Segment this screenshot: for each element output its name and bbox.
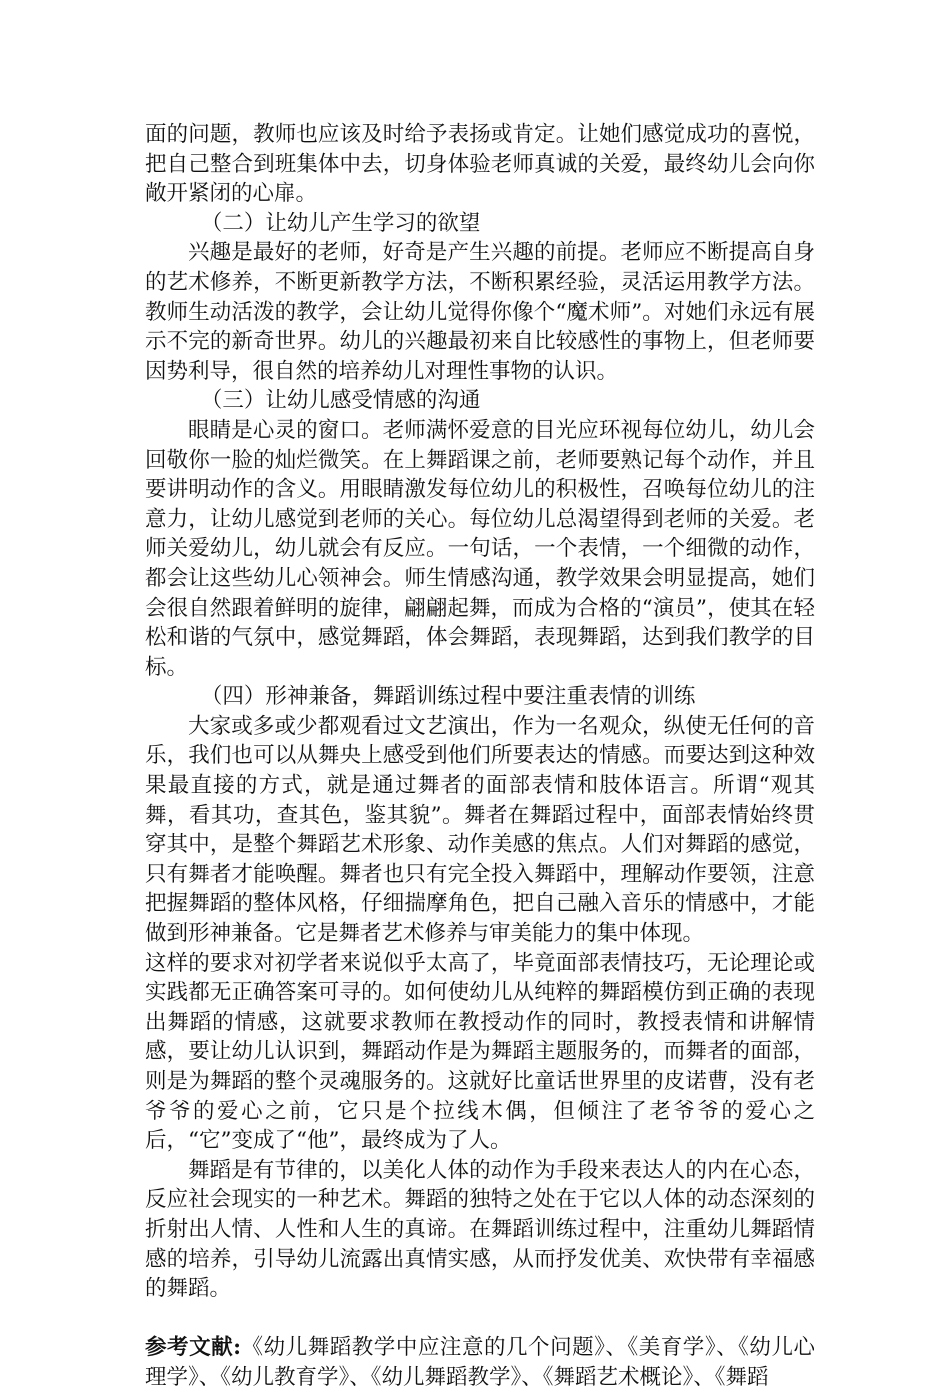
references-text: 《幼儿舞蹈教学中应注意的几个问题》、《美育学》、《幼儿心理学》、《幼儿教育学》、《幼儿舞蹈教学》、《舞蹈艺术概论》、《舞蹈: [145, 1335, 815, 1390]
references: [145, 1333, 815, 1392]
document-page: [145, 120, 815, 1393]
section-2-paragraph: 兴趣是最好的老师，好奇是产生兴趣的前提。老师应不断提高自身的艺术修养，不断更新教学方法，不断积累经验，灵活运用教学方法。教师生动活泼的教学，会让幼儿觉得你像个“魔术师”。对她们永远有展示不完的新奇世界。幼儿的兴趣最初来自比较感性的事物上，但老师要因势利导，很自然的培养幼儿对理性事物的认识。: [145, 240, 815, 384]
section-heading-2: （二）让幼儿产生学习的欲望: [200, 210, 481, 236]
section-heading-3: （三）让幼儿感受情感的沟通: [200, 388, 481, 414]
section-4-paragraph: 大家或多或少都观看过文艺演出，作为一名观众，纵使无任何的音乐，我们也可以从舞央上感受到他们所要表达的情感。而要达到这种效果最直接的方式，就是通过舞者的面部表情和肢体语言。所谓“观其舞，看其功，查其色，鉴其貌”。舞者在舞蹈过程中，面部表情始终贯穿其中，是整个舞蹈艺术形象、动作美感的焦点。人们对舞蹈的感觉，只有舞者才能唤醒。舞者也只有完全投入舞蹈中，理解动作要领，注意把握舞蹈的整体风格，仔细揣摩角色，把自己融入音乐的情感中，才能做到形神兼备。它是舞者艺术修养与审美能力的集中体现。: [145, 713, 815, 947]
conclusion-paragraph: 舞蹈是有节律的，以美化人体的动作为手段来表达人的内在心态，反应社会现实的一种艺术。舞蹈的独特之处在于它以人体的动态深刻的折射出人情、人性和人生的真谛。在舞蹈训练过程中，注重幼儿舞蹈情感的培养，引导幼儿流露出真情实感，从而抒发优美、欢快带有幸福感的舞蹈。: [145, 1157, 815, 1302]
blank-line: [145, 1304, 815, 1334]
section-heading-4: （四）形神兼备，舞蹈训练过程中要注重表情的训练: [200, 684, 696, 710]
intro-continuation-paragraph: 面的问题，教师也应该及时给予表扬或肯定。让她们感觉成功的喜悦，把自己整合到班集体中去，切身体验老师真诚的关爱，最终幼儿会向你敞开紧闭的心扉。: [145, 122, 815, 207]
section-4-flush-paragraph: 这样的要求对初学者来说似乎太高了，毕竟面部表情技巧，无论理论或实践都无正确答案可寻的。如何使幼儿从纯粹的舞蹈模仿到正确的表现出舞蹈的情感，这就要求教师在教授动作的同时，教授表情和讲解情感，要让幼儿认识到，舞蹈动作是为舞蹈主题服务的，而舞者的面部，则是为舞蹈的整个灵魂服务的。这就好比童话世界里的皮诺曹，没有老爷爷的爱心之前，它只是个拉线木偶，但倾注了老爷爷的爱心之后，“它”变成了“他”，最终成为了人。: [145, 950, 815, 1154]
references-label: 参考文献:: [145, 1335, 242, 1361]
section-3-paragraph: 眼睛是心灵的窗口。老师满怀爱意的目光应环视每位幼儿，幼儿会回敬你一脸的灿烂微笑。在上舞蹈课之前，老师要熟记每个动作，并且要讲明动作的含义。用眼睛激发每位幼儿的积极性，召唤每位幼儿的注意力，让幼儿感觉到老师的关心。每位幼儿总渴望得到老师的关爱。老师关爱幼儿，幼儿就会有反应。一句话，一个表情，一个细微的动作，都会让这些幼儿心领神会。师生情感沟通，教学效果会明显提高，她们会很自然跟着鲜明的旋律，翩翩起舞，而成为合格的“演员”，使其在轻松和谐的气氛中，感觉舞蹈，体会舞蹈，表现舞蹈，达到我们教学的目标。: [145, 417, 815, 680]
